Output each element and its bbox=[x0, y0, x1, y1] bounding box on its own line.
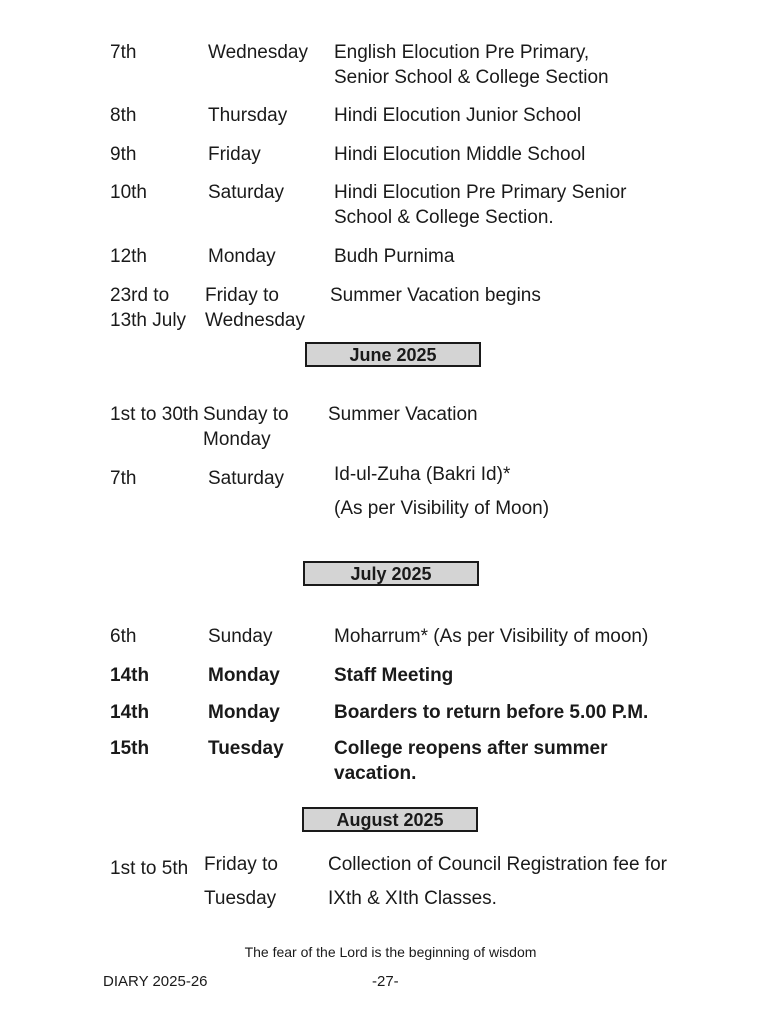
event-description: English Elocution Pre Primary, Senior School & College Section bbox=[334, 42, 609, 88]
event-description: Hindi Elocution Junior School bbox=[334, 105, 582, 126]
footer-diary-label: DIARY 2025-26 bbox=[103, 973, 208, 990]
event-day: Saturday bbox=[208, 468, 285, 489]
month-header-august: August 2025 bbox=[302, 807, 478, 832]
event-description: Summer Vacation begins bbox=[330, 285, 541, 306]
event-description: Hindi Elocution Pre Primary Senior School & College Section. bbox=[334, 182, 627, 228]
event-description: Staff Meeting bbox=[334, 665, 454, 686]
event-day: Monday bbox=[208, 665, 280, 686]
event-date: 6th bbox=[110, 626, 137, 647]
event-date: 23rd to 13th July bbox=[110, 285, 187, 331]
event-date: 9th bbox=[110, 144, 137, 165]
event-description: Id-ul-Zuha (Bakri Id)* (As per Visibility of Moon) bbox=[334, 464, 550, 519]
event-date: 1st to 5th bbox=[110, 858, 189, 879]
event-date: 12th bbox=[110, 246, 147, 267]
event-day: Friday to Wednesday bbox=[205, 285, 305, 331]
event-day: Sunday to Monday bbox=[203, 404, 289, 450]
event-description: College reopens after summer vacation. bbox=[334, 738, 608, 784]
event-day: Friday bbox=[208, 144, 261, 165]
month-header-june: June 2025 bbox=[305, 342, 481, 367]
month-header-july: July 2025 bbox=[303, 561, 479, 586]
event-date: 15th bbox=[110, 738, 150, 759]
event-description: Moharrum* (As per Visibility of moon) bbox=[334, 626, 649, 647]
event-day: Sunday bbox=[208, 626, 273, 647]
event-day: Wednesday bbox=[208, 42, 308, 63]
event-date: 14th bbox=[110, 665, 150, 686]
event-day: Monday bbox=[208, 702, 280, 723]
event-date: 7th bbox=[110, 42, 137, 63]
event-date: 10th bbox=[110, 182, 147, 203]
page-number: -27- bbox=[372, 973, 399, 990]
event-day: Friday to Tuesday bbox=[204, 854, 278, 909]
event-date: 7th bbox=[110, 468, 137, 489]
event-description: Hindi Elocution Middle School bbox=[334, 144, 586, 165]
event-day: Saturday bbox=[208, 182, 285, 203]
event-description: Summer Vacation bbox=[328, 404, 478, 425]
footer-motto: The fear of the Lord is the beginning of wisdom bbox=[244, 944, 537, 960]
event-date: 1st to 30th bbox=[110, 404, 199, 425]
event-day: Thursday bbox=[208, 105, 288, 126]
event-date: 14th bbox=[110, 702, 150, 723]
event-description: Collection of Council Registration fee for IXth & XIth Classes. bbox=[328, 854, 668, 909]
event-day: Tuesday bbox=[208, 738, 284, 759]
event-description: Budh Purnima bbox=[334, 246, 455, 267]
event-day: Monday bbox=[208, 246, 276, 267]
event-date: 8th bbox=[110, 105, 137, 126]
event-description: Boarders to return before 5.00 P.M. bbox=[334, 702, 649, 723]
